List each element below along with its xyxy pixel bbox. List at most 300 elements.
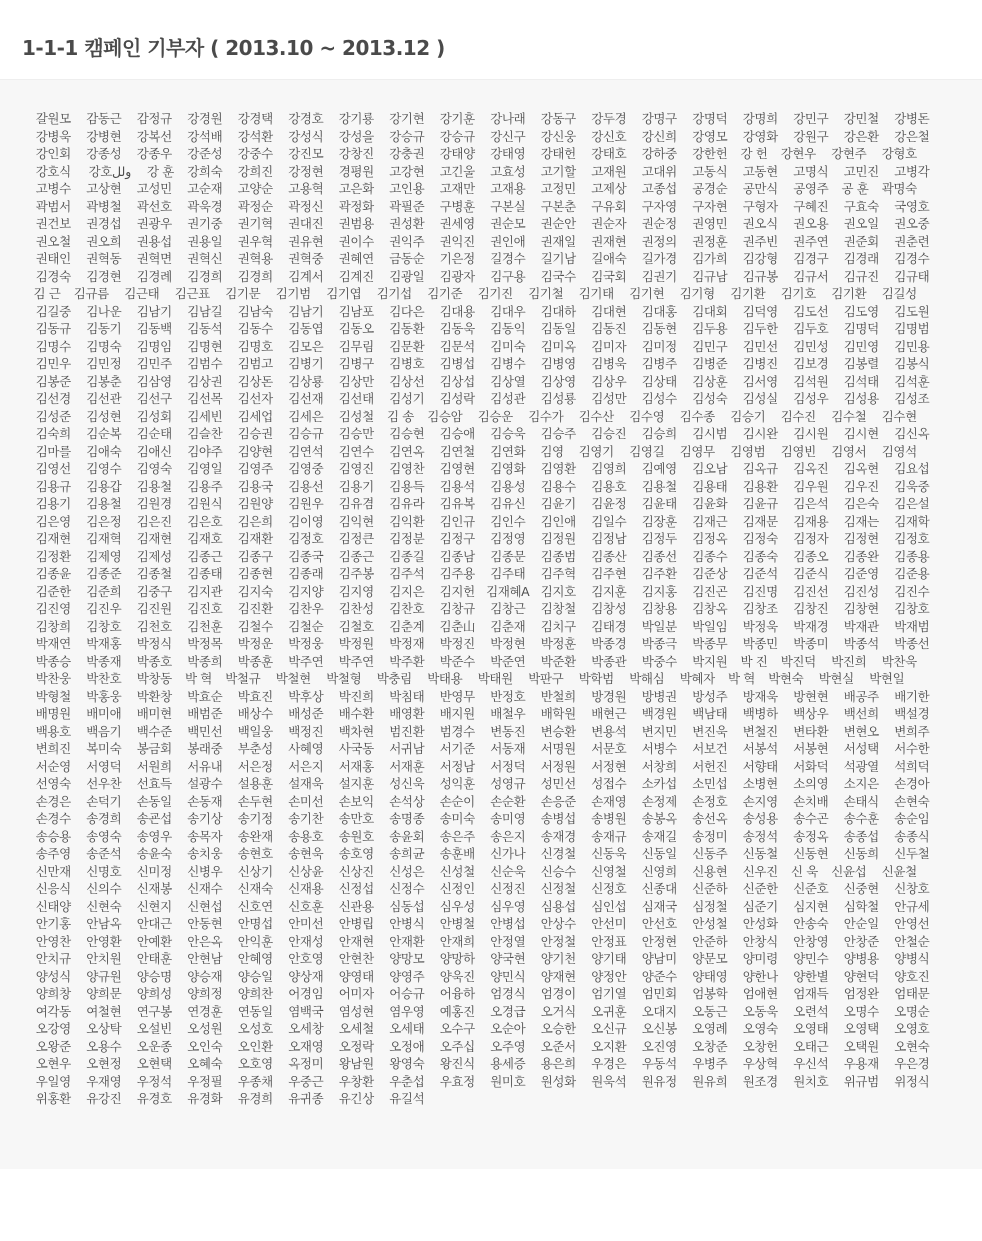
donor-name: 김종숙 — [742, 548, 778, 564]
donor-name: 양남미 — [641, 951, 677, 966]
donor-name: 신순욱 — [490, 863, 526, 879]
donor-name: 신현섭 — [187, 898, 223, 914]
donor-name: 김종근 — [338, 548, 374, 564]
donor-name: 우재영 — [86, 1073, 122, 1089]
donor-name: 김철순 — [288, 618, 324, 634]
donor-name: 김대하 — [540, 303, 576, 319]
donor-name: 신상기 — [237, 863, 273, 879]
donor-name: 김규봉 — [742, 268, 778, 284]
donor-name: 설광수 — [187, 776, 223, 791]
donor-name: 송선옥 — [692, 811, 728, 826]
donor-name: 김준희 — [86, 583, 122, 599]
donor-name: 김동기 — [86, 321, 122, 336]
donor-name: 김진선 — [793, 583, 829, 599]
donor-name: 서은지 — [288, 758, 324, 774]
donor-name: 김순태 — [136, 426, 172, 441]
donor-name: 김성관 — [490, 391, 526, 406]
donor-name: 안재환 — [389, 933, 425, 949]
donor-name: 김민영 — [843, 338, 879, 354]
donor-name: 김병구 — [338, 356, 374, 371]
donor-name: 김선자 — [237, 391, 273, 406]
donor-name: 박정식 — [136, 636, 172, 651]
donor-name: 여각동 — [35, 1003, 71, 1019]
donor-name: 김상섭 — [439, 373, 475, 389]
donor-name: 김길중 — [35, 303, 71, 319]
donor-name: 김동수 — [237, 321, 273, 336]
donor-name: 김연화 — [490, 443, 526, 459]
donor-name: 김동욱 — [439, 321, 475, 336]
donor-name: 김진곤 — [692, 583, 728, 599]
donor-name: 김재현 — [35, 531, 71, 546]
donor-name: 김국수 — [540, 268, 576, 284]
donor-name: 박 혁 — [728, 671, 755, 686]
donor-name: 강신구 — [490, 128, 526, 144]
donor-name: 김재호 — [187, 531, 223, 546]
donor-name: 권유현 — [288, 233, 324, 249]
donor-name: 서정현 — [591, 758, 627, 774]
donor-name: 강나래 — [490, 111, 526, 126]
donor-name: 염우영 — [389, 1003, 425, 1019]
donor-name: 서성택 — [843, 741, 879, 756]
donor-name: 김민우 — [35, 356, 71, 371]
donor-name: 신준하 — [692, 881, 728, 896]
donor-name: 김종오 — [793, 548, 829, 564]
donor-name: 백병하 — [742, 706, 778, 721]
donor-name: 김양현 — [237, 443, 273, 459]
donor-name: 오지환 — [591, 1038, 627, 1054]
donor-name: 김종남 — [439, 548, 475, 564]
donor-name: 배범준 — [187, 706, 223, 721]
donor-name: 성영규 — [490, 776, 526, 791]
donor-name: 부춘성 — [237, 741, 273, 756]
donor-name: 어융하 — [439, 986, 475, 1001]
donor-name: 박찬호 — [86, 671, 122, 686]
donor-name: 김정옥 — [692, 531, 728, 546]
donor-name: 김동현 — [641, 321, 677, 336]
donor-name: 김영길 — [629, 443, 665, 459]
donor-name: 김미정 — [641, 338, 677, 354]
donor-name: 김시범 — [692, 426, 728, 441]
donor-name: 김인규 — [439, 513, 475, 529]
donor-name: 김익환 — [389, 513, 425, 529]
donor-name: 김정두 — [641, 531, 677, 546]
donor-name: 방병권 — [641, 688, 677, 704]
donor-name: 서봉현 — [793, 741, 829, 756]
donor-name: 변승환 — [540, 723, 576, 739]
donor-name: 배학원 — [540, 706, 576, 721]
donor-name: 심재국 — [641, 898, 677, 914]
donor-name: 권주빈 — [742, 233, 778, 249]
donor-name: 박침태 — [389, 688, 425, 704]
donor-name: 김선구 — [136, 391, 172, 406]
donor-name: 강은환 — [843, 128, 879, 144]
donor-name: 박판구 — [528, 671, 564, 686]
donor-name: 김세빈 — [187, 408, 223, 424]
donor-name: 구본실 — [490, 198, 526, 214]
donor-name: 손정제 — [641, 793, 677, 809]
donor-name: 강준성 — [187, 146, 223, 161]
donor-name: 김찬호 — [389, 601, 425, 616]
donor-name: 양희정 — [187, 986, 223, 1001]
donor-name: 오현우 — [35, 1056, 71, 1071]
donor-name: 안현찬 — [338, 951, 374, 966]
donor-name: 심우영 — [490, 898, 526, 914]
donor-name: 권이수 — [338, 233, 374, 249]
donor-name: 김미자 — [591, 338, 627, 354]
donor-name: 송현호 — [237, 846, 273, 861]
donor-name: 김병진 — [742, 356, 778, 371]
donor-name: 김정호 — [894, 531, 930, 546]
donor-name: 강희숙 — [187, 163, 223, 179]
donor-name: 김윤태 — [641, 496, 677, 511]
donor-name: 김준식 — [793, 566, 829, 581]
donor-name: 김수현 — [881, 408, 917, 424]
donor-name: 송영우 — [136, 828, 172, 844]
donor-name: 김원경 — [136, 496, 172, 511]
donor-name: 안익훈 — [237, 933, 273, 949]
donor-name: 오수구 — [439, 1021, 475, 1036]
donor-name: 김규태 — [894, 268, 930, 284]
donor-name: 김재용 — [793, 513, 829, 529]
donor-name: 김준용 — [894, 566, 930, 581]
donor-name: 송은지 — [490, 828, 526, 844]
donor-name: 김상선 — [389, 373, 425, 389]
donor-name: 김병호 — [389, 356, 425, 371]
donor-name: 양기천 — [540, 951, 576, 966]
donor-name: 안태훈 — [136, 951, 172, 966]
donor-name: 김종수 — [692, 548, 728, 564]
donor-name: 안치규 — [35, 951, 71, 966]
donor-name: 김명현 — [187, 338, 223, 354]
donor-name: 연구봉 — [136, 1003, 172, 1019]
donor-name: 오동근 — [692, 1003, 728, 1019]
donor-name: 김주봉 — [338, 566, 374, 581]
donor-name: 선우찬 — [86, 776, 122, 791]
donor-name: 곽욱경 — [187, 198, 223, 214]
donor-name: 김시원 — [793, 426, 829, 441]
donor-name: 김주용 — [439, 566, 475, 581]
donor-name: 송수훈 — [843, 811, 879, 826]
donor-name: 김진우 — [86, 601, 122, 616]
donor-name: 김용석 — [439, 478, 475, 494]
donor-name: 권혁동 — [86, 251, 122, 266]
donor-name: 변희진 — [35, 741, 71, 756]
donor-name: 권오희 — [86, 233, 122, 249]
donor-name: 김상열 — [490, 373, 526, 389]
donor-name: 안준하 — [692, 933, 728, 949]
donor-name: 오왕준 — [35, 1038, 71, 1054]
donor-name: 신중현 — [843, 881, 879, 896]
donor-name: 김두호 — [793, 321, 829, 336]
donor-name: 김용환 — [742, 478, 778, 494]
donor-name: 박효순 — [187, 688, 223, 704]
donor-name: 강하중 — [641, 146, 677, 161]
donor-name: 송경희 — [86, 811, 122, 826]
donor-name: 구형자 — [742, 198, 778, 214]
donor-name: 김범수 — [187, 356, 223, 371]
donor-name: 김준석 — [742, 566, 778, 581]
donor-name: 김길성 — [881, 286, 917, 301]
donor-name: 박현일 — [869, 671, 905, 686]
donor-name: 김용철 — [641, 478, 677, 494]
donor-name: 신 욱 — [791, 863, 818, 879]
donor-name: 김승권 — [237, 426, 273, 441]
donor-name: 강중수 — [237, 146, 273, 161]
donor-name: 양재현 — [540, 968, 576, 984]
donor-name: 오영태 — [793, 1021, 829, 1036]
donor-name: 원치호 — [793, 1073, 829, 1089]
donor-name: 범경수 — [439, 723, 475, 739]
donor-name: 김경희 — [237, 268, 273, 284]
donor-name: 김창옥 — [692, 601, 728, 616]
donor-name: 양미령 — [742, 951, 778, 966]
donor-name: 김상권 — [187, 373, 223, 389]
donor-name: 변동진 — [490, 723, 526, 739]
donor-name: 김은숙 — [843, 496, 879, 511]
donor-name: 김숙희 — [35, 426, 71, 441]
donor-name: 고강현 — [389, 163, 425, 179]
donor-name: 박정현 — [490, 636, 526, 651]
donor-name: 김가희 — [692, 251, 728, 266]
donor-name: 손현숙 — [894, 793, 930, 809]
donor-name: 신명호 — [86, 863, 122, 879]
donor-name: 안정열 — [490, 933, 526, 949]
donor-name: 권익주 — [389, 233, 425, 249]
donor-name: 심학철 — [843, 898, 879, 914]
donor-name: 박지원 — [692, 653, 728, 669]
donor-name: 김지영 — [338, 583, 374, 599]
donor-name: 송호영 — [338, 846, 374, 861]
donor-name: 김선경 — [35, 391, 71, 406]
donor-name: 김강형 — [742, 251, 778, 266]
donor-name: 양병용 — [843, 951, 879, 966]
donor-name: 오설빈 — [136, 1021, 172, 1036]
donor-name: 심동섭 — [389, 898, 425, 914]
donor-name: 김병욱 — [591, 356, 627, 371]
donor-name: 김승기 — [730, 408, 766, 424]
donor-name: 김준영 — [843, 566, 879, 581]
donor-name: 김나운 — [86, 303, 122, 319]
donor-name: 신관용 — [338, 898, 374, 914]
donor-name: 엄정완 — [843, 986, 879, 1001]
donor-name: 손순환 — [490, 793, 526, 809]
donor-name: 봉래중 — [187, 741, 223, 756]
donor-name: 우용재 — [843, 1056, 879, 1071]
donor-name: 김종길 — [389, 548, 425, 564]
donor-name: 김승희 — [641, 426, 677, 441]
donor-name: 김경례 — [136, 268, 172, 284]
donor-name: 김미숙 — [490, 338, 526, 354]
donor-name: 김종윤 — [35, 566, 71, 581]
donor-name: 안선호 — [641, 916, 677, 931]
donor-name: 강태양 — [439, 146, 475, 161]
donor-name: 박일분 — [641, 618, 677, 634]
donor-name: 김정현 — [843, 531, 879, 546]
donor-name: 경평원 — [338, 163, 374, 179]
donor-name: 김창현 — [843, 601, 879, 616]
donor-name: 배철우 — [490, 706, 526, 721]
donor-name: 김은희 — [237, 513, 273, 529]
donor-name: 박재홍 — [86, 636, 122, 651]
donor-name: 김종용 — [894, 548, 930, 564]
donor-name: 김용국 — [237, 478, 273, 494]
donor-name: 박종관 — [591, 653, 627, 669]
donor-name: 박현숙 — [768, 671, 804, 686]
donor-name: 김권기 — [641, 268, 677, 284]
donor-name: 서재훈 — [389, 758, 425, 774]
donor-name: 신동일 — [641, 846, 677, 861]
donor-name: 배성준 — [288, 706, 324, 721]
donor-name: 김정큰 — [338, 531, 374, 546]
donor-name: 강성을 — [338, 128, 374, 144]
donor-name: 백민선 — [187, 723, 223, 739]
donor-name: 김지홍 — [641, 583, 677, 599]
donor-name: 우효정 — [439, 1073, 475, 1089]
donor-name: 고종섭 — [641, 181, 677, 196]
donor-name: 김서영 — [742, 373, 778, 389]
donor-name: 양영태 — [338, 968, 374, 984]
donor-name: 송미영 — [490, 811, 526, 826]
donor-name: 송만호 — [338, 811, 374, 826]
donor-name: 양상재 — [288, 968, 324, 984]
donor-name: 배현근 — [591, 706, 627, 721]
donor-name: 김성기 — [389, 391, 425, 406]
donor-name: 곽정신 — [288, 198, 324, 214]
donor-name: 김승암 — [427, 408, 463, 424]
donor-name: 박태원 — [477, 671, 513, 686]
donor-name: 신호연 — [237, 898, 273, 914]
donor-name: 고상현 — [86, 181, 122, 196]
donor-name: 강현우 — [780, 146, 816, 161]
donor-name: 김진호 — [187, 601, 223, 616]
donor-name: 손미선 — [288, 793, 324, 809]
donor-name: 서재홍 — [338, 758, 374, 774]
donor-name: 김문석 — [439, 338, 475, 354]
donor-name: 김세은 — [288, 408, 324, 424]
donor-name: 김상우 — [591, 373, 627, 389]
donor-name: 고병각 — [894, 163, 930, 179]
donor-name: 김구용 — [490, 268, 526, 284]
donor-name: 사국동 — [338, 741, 374, 756]
donor-name: 구본춘 — [540, 198, 576, 214]
donor-name: 권순자 — [591, 216, 627, 231]
donor-name: 박현실 — [818, 671, 854, 686]
donor-name: 우상혁 — [742, 1056, 778, 1071]
donor-name: 권익진 — [439, 233, 475, 249]
donor-name: 송완재 — [237, 828, 273, 844]
donor-name: 김영석 — [881, 443, 917, 459]
donor-name: 김정영 — [490, 531, 526, 546]
donor-name: 권기중 — [187, 216, 223, 231]
donor-name: 김동익 — [490, 321, 526, 336]
donor-name: 김상만 — [338, 373, 374, 389]
donor-name: 백일웅 — [237, 723, 273, 739]
donor-name: 김남숙 — [237, 303, 273, 319]
donor-name: 곽선호 — [136, 198, 172, 214]
donor-name: 오정애 — [389, 1038, 425, 1054]
donor-name: 송영숙 — [86, 828, 122, 844]
donor-name: 김용기 — [35, 496, 71, 511]
donor-name: 김영선 — [35, 461, 71, 476]
donor-name: 김남기 — [288, 303, 324, 319]
donor-name: 서정원 — [540, 758, 576, 774]
donor-name: 송희균 — [389, 846, 425, 861]
donor-name: 심준기 — [742, 898, 778, 914]
donor-name: 반철희 — [540, 688, 576, 704]
donor-name: 김종근 — [187, 548, 223, 564]
donor-name: 구자현 — [692, 198, 728, 214]
donor-name: 김기호 — [780, 286, 816, 301]
donor-name: 송정미 — [692, 828, 728, 844]
donor-name: 김남기 — [136, 303, 172, 319]
donor-name: 김대용 — [439, 303, 475, 319]
donor-name: 박종석 — [843, 636, 879, 651]
donor-name: 신정진 — [490, 881, 526, 896]
donor-name: 김일수 — [591, 513, 627, 529]
donor-name: 박형철 — [35, 688, 71, 704]
donor-name: 김창희 — [35, 618, 71, 634]
donor-name: 반영무 — [439, 688, 475, 704]
donor-name: 방재욱 — [742, 688, 778, 704]
donor-name: 양영주 — [389, 968, 425, 984]
donor-name: 왕진식 — [439, 1056, 475, 1071]
donor-name: 오영례 — [692, 1021, 728, 1036]
donor-name: 강경택 — [237, 111, 273, 126]
donor-name: 구유회 — [591, 198, 627, 214]
donor-name: 김병수 — [490, 356, 526, 371]
donor-name: 안은옥 — [187, 933, 223, 949]
donor-name: 양문모 — [692, 951, 728, 966]
donor-name: 김중구 — [136, 583, 172, 599]
donor-name: 백차현 — [338, 723, 374, 739]
donor-name: 김종문 — [490, 548, 526, 564]
donor-name: 우병주 — [692, 1056, 728, 1071]
donor-name: 신영철 — [591, 863, 627, 879]
donor-name: 김대회 — [692, 303, 728, 319]
donor-name: 박종선 — [894, 636, 930, 651]
donor-name: 김시현 — [843, 426, 879, 441]
donor-name: 안정표 — [591, 933, 627, 949]
donor-name: 박진희 — [338, 688, 374, 704]
donor-name: 오창준 — [692, 1038, 728, 1054]
donor-name: 김광자 — [439, 268, 475, 284]
donor-name: 박중수 — [641, 653, 677, 669]
donor-name: 권우혁 — [237, 233, 273, 249]
donor-name: 양희창 — [35, 986, 71, 1001]
donor-name: 김승애 — [439, 426, 475, 441]
donor-name: 곽명숙 — [881, 181, 917, 196]
donor-name: 안선미 — [591, 916, 627, 931]
donor-name: 우종채 — [237, 1073, 273, 1089]
donor-name: 신만재 — [35, 863, 71, 879]
donor-name: 박재연 — [35, 636, 71, 651]
donor-name: 어경임 — [288, 986, 324, 1001]
donor-name: 강석환 — [237, 128, 273, 144]
donor-name: 고동식 — [692, 163, 728, 179]
donor-name: 김순복 — [86, 426, 122, 441]
donor-name: 김지관 — [187, 583, 223, 599]
donor-name: 권영민 — [692, 216, 728, 231]
donor-name: 손경은 — [35, 793, 71, 809]
donor-name: 신우진 — [742, 863, 778, 879]
donor-name: 오귀훈 — [591, 1003, 627, 1019]
donor-name: 박일임 — [692, 618, 728, 634]
donor-name: 신재수 — [187, 881, 223, 896]
donor-name: 김정호 — [288, 531, 324, 546]
donor-name: 김정환 — [35, 548, 71, 564]
donor-name: 서귀남 — [389, 741, 425, 756]
donor-name: 오영숙 — [742, 1021, 778, 1036]
